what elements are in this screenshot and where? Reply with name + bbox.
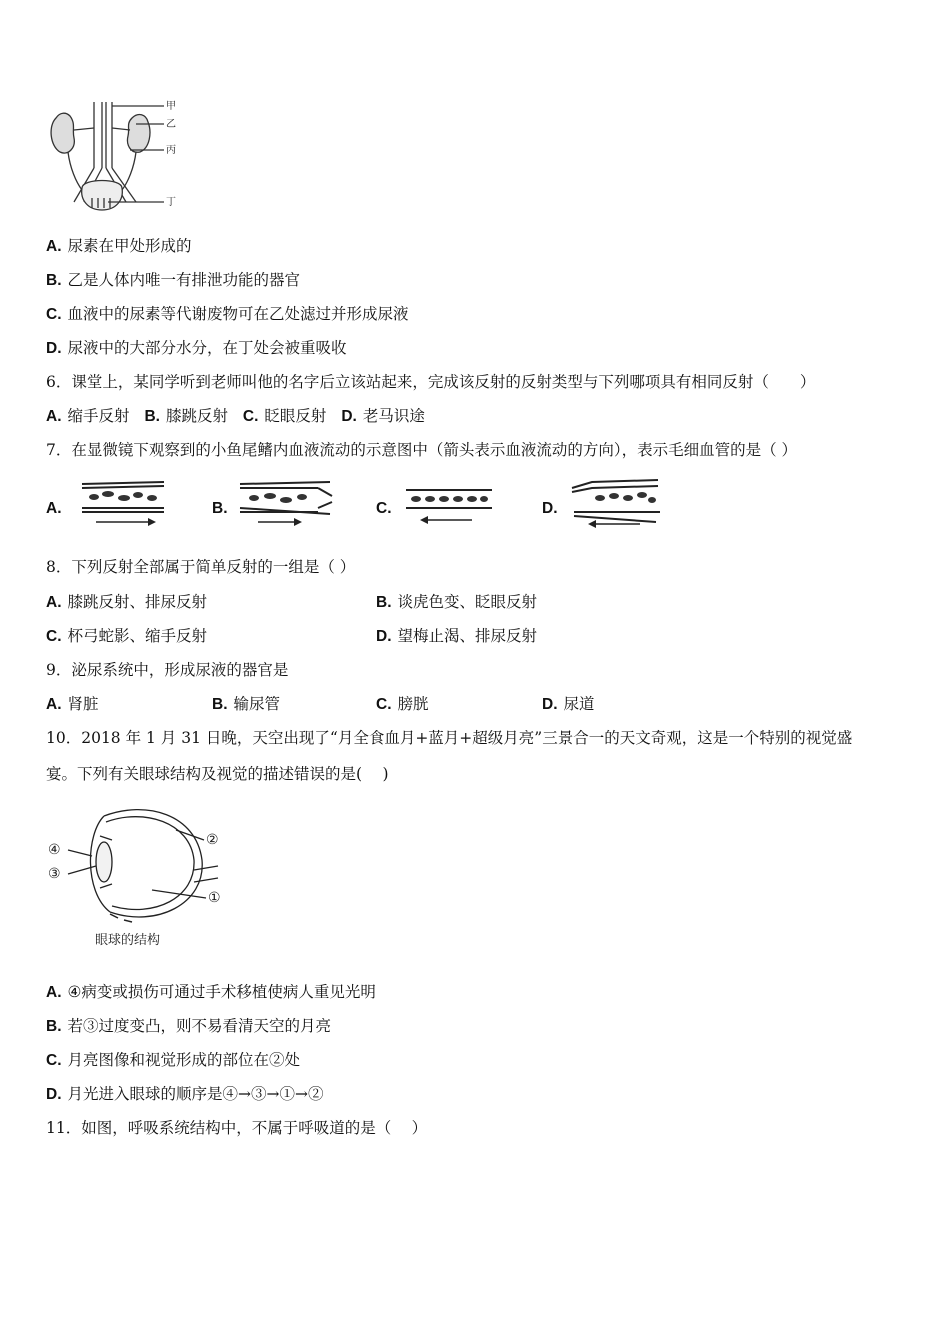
q5-option-b[interactable]: B. 乙是人体内唯一有排泄功能的器官 bbox=[46, 271, 301, 289]
eye-label-3: ③ bbox=[48, 866, 61, 882]
q9-option-d[interactable]: D. 尿道 bbox=[542, 695, 595, 713]
q7-option-c[interactable]: C. bbox=[376, 500, 392, 517]
q10-option-a[interactable]: A. ④病变或损伤可通过手术移植使病人重见光明 bbox=[46, 983, 376, 1001]
q9-stem: 9．泌尿系统中，形成尿液的器官是 bbox=[46, 661, 289, 679]
vessel-diagram-d bbox=[570, 476, 670, 530]
q10-option-c[interactable]: C. 月亮图像和视觉形成的部位在②处 bbox=[46, 1051, 301, 1069]
eye-figure-caption: 眼球的结构 bbox=[95, 933, 161, 948]
label-yi: 乙 bbox=[166, 119, 176, 130]
q5-option-a[interactable]: A. 尿素在甲处形成的 bbox=[46, 237, 192, 255]
q9-option-a[interactable]: A. 肾脏 bbox=[46, 695, 99, 713]
q11-stem: 11．如图，呼吸系统结构中，不属于呼吸道的是（ ） bbox=[46, 1119, 428, 1137]
urinary-system-figure bbox=[46, 98, 186, 218]
vessel-diagram-a bbox=[80, 478, 170, 528]
q6-option-c[interactable]: C. 眨眼反射 bbox=[242, 407, 327, 425]
eye-label-4: ④ bbox=[48, 842, 61, 858]
q6-options bbox=[46, 406, 425, 427]
label-jia: 甲 bbox=[166, 101, 176, 112]
q8-option-b[interactable]: B. 谈虎色变、眨眼反射 bbox=[376, 593, 538, 611]
q7-option-b[interactable]: B. bbox=[212, 500, 228, 517]
q6-option-a[interactable]: A. 缩手反射 bbox=[46, 407, 130, 425]
vessel-diagram-b bbox=[238, 478, 338, 528]
label-bing: 丙 bbox=[166, 145, 176, 156]
q10-option-d[interactable]: D. 月光进入眼球的顺序是④→③→①→② bbox=[46, 1085, 324, 1103]
q8-option-a[interactable]: A. 膝跳反射、排尿反射 bbox=[46, 593, 208, 611]
eye-label-2: ② bbox=[206, 832, 219, 848]
label-ding: 丁 bbox=[166, 197, 176, 208]
q8-stem: 8．下列反射全部属于简单反射的一组是（ ） bbox=[46, 558, 356, 576]
q5-option-c[interactable]: C. 血液中的尿素等代谢废物可在乙处滤过并形成尿液 bbox=[46, 305, 409, 323]
eyeball-figure bbox=[46, 800, 236, 930]
q9-option-b[interactable]: B. 输尿管 bbox=[212, 695, 281, 713]
q6-option-b[interactable]: B. 膝跳反射 bbox=[144, 407, 228, 425]
vessel-diagram-c bbox=[404, 482, 496, 528]
q7-option-d[interactable]: D. bbox=[542, 500, 558, 517]
q10-stem-line1: 10．2018 年 1 月 31 日晚，天空出现了“月全食血月+蓝月+超级月亮”三景合一的天文奇观，这是一个特别的视觉盛 bbox=[46, 729, 853, 747]
q7-stem: 7．在显微镜下观察到的小鱼尾鳍内血液流动的示意图中（箭头表示血液流动的方向），表示毛细血管的是（ ） bbox=[46, 441, 798, 459]
q9-option-c[interactable]: C. 膀胱 bbox=[376, 695, 429, 713]
q6-option-d[interactable]: D. 老马识途 bbox=[341, 407, 425, 425]
q7-option-a[interactable]: A. bbox=[46, 500, 62, 517]
q10-stem-line2: 宴。下列有关眼球结构及视觉的描述错误的是( ) bbox=[46, 765, 389, 783]
q6-stem: 6．课堂上，某同学听到老师叫他的名字后立该站起来，完成该反射的反射类型与下列哪项具有相同反射（ ） bbox=[46, 373, 816, 391]
q5-option-d[interactable]: D. 尿液中的大部分水分，在丁处会被重吸收 bbox=[46, 339, 347, 357]
q8-option-d[interactable]: D. 望梅止渴、排尿反射 bbox=[376, 627, 538, 645]
q8-option-c[interactable]: C. 杯弓蛇影、缩手反射 bbox=[46, 627, 208, 645]
q10-option-b[interactable]: B. 若③过度变凸，则不易看清天空的月亮 bbox=[46, 1017, 332, 1035]
eye-label-1: ① bbox=[208, 890, 221, 906]
